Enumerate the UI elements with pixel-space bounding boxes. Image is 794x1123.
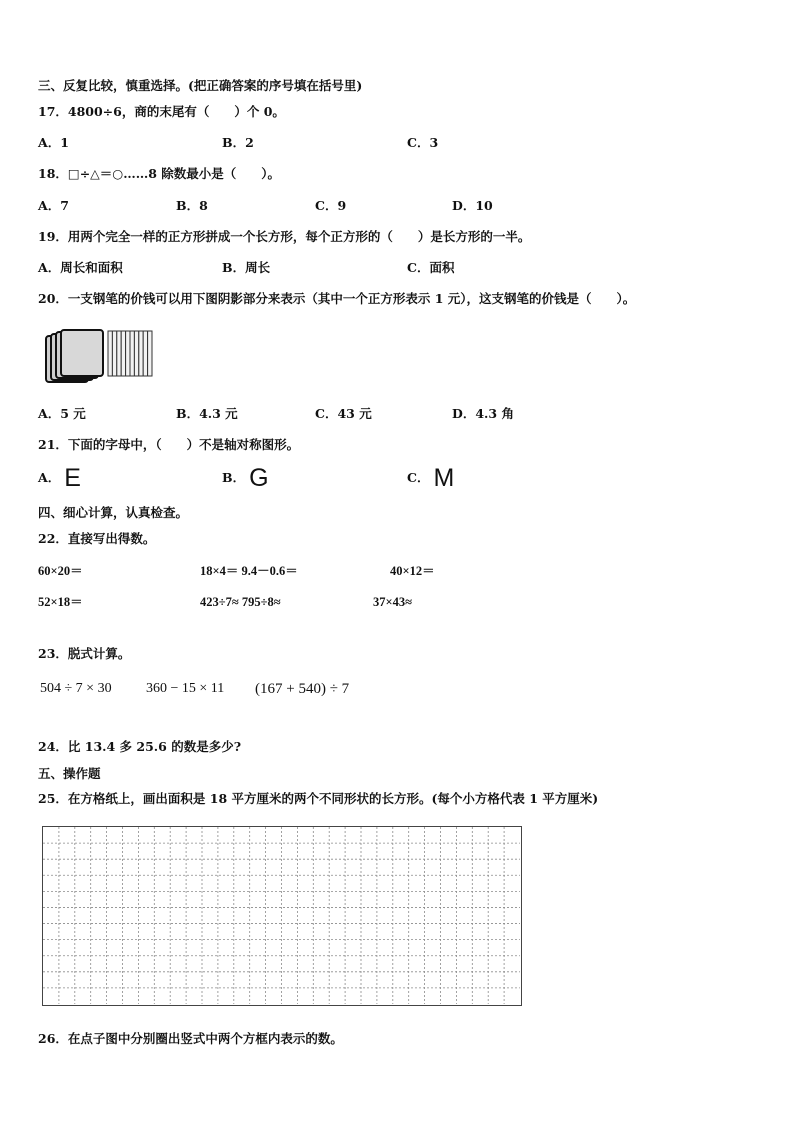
tenth-strips	[108, 331, 152, 376]
q22-row2-item2: 423÷7≈ 795÷8≈	[200, 595, 281, 609]
q20-stem: 20．一支钢笔的价钱可以用下图阴影部分来表示（其中一个正方形表示 1 元），这支钢笔的价钱是（ ）。	[38, 291, 636, 306]
q19-stem: 19．用两个完全一样的正方形拼成一个长方形，每个正方形的（ ）是长方形的一半。	[38, 229, 531, 244]
q19-option-a: A．周长和面积	[38, 260, 123, 275]
q22-row2-item1: 52×18＝	[38, 595, 83, 609]
tenth-strip	[126, 331, 130, 376]
q17-stem: 17．4800÷6，商的末尾有（ ）个 0。	[38, 104, 285, 119]
stacked-squares	[46, 330, 103, 382]
q19-option-b: B．周长	[222, 260, 271, 275]
q22-stem: 22．直接写出得数。	[38, 531, 156, 546]
q21-letter-e: E	[64, 464, 81, 492]
q21-option-c	[407, 464, 455, 492]
section-4-title: 四、细心计算，认真检查。	[38, 505, 189, 520]
tenth-strip	[130, 331, 134, 376]
tenth-strip	[121, 331, 125, 376]
q22-row1-item1: 60×20＝	[38, 564, 83, 578]
q25-grid-paper[interactable]	[42, 826, 522, 1006]
q22-row1-item2: 18×4＝ 9.4－0.6＝	[200, 564, 298, 578]
q22-row1-item3: 40×12＝	[390, 564, 435, 578]
q24-stem: 24．比 13.4 多 25.6 的数是多少?	[38, 739, 242, 754]
q22-row2-item3: 37×43≈	[373, 595, 412, 609]
q20-option-b: B．4.3 元	[176, 406, 238, 421]
q17-option-c: C．3	[407, 135, 439, 150]
q19-option-c: C．面积	[407, 260, 455, 275]
q21-option-b	[222, 464, 269, 492]
q17-option-b: B．2	[222, 135, 254, 150]
tenth-strip	[134, 331, 138, 376]
q25-stem: 25．在方格纸上，画出面积是 18 平方厘米的两个不同形状的长方形。(每个小方格代表 1 平方厘米)	[38, 791, 599, 806]
q21-option-a-label: A．	[38, 470, 61, 485]
q20-option-d: D．4.3 角	[452, 406, 514, 421]
q17-option-a: A．1	[38, 135, 69, 150]
section-3-title: 三、反复比较，慎重选择。(把正确答案的序号填在括号里)	[38, 78, 363, 93]
q23-stem: 23．脱式计算。	[38, 646, 131, 661]
q18-option-d: D．10	[452, 198, 493, 213]
tenth-strip	[143, 331, 147, 376]
q21-option-a	[38, 464, 81, 492]
q21-stem: 21．下面的字母中，（ ）不是轴对称图形。	[38, 437, 300, 452]
tenth-strip	[148, 331, 152, 376]
q18-option-a: A．7	[38, 198, 69, 213]
grid-lines	[43, 827, 520, 1004]
q18-option-c: C．9	[315, 198, 347, 213]
q20-money-figure	[42, 328, 162, 388]
q23-expr-1: 504 ÷ 7 × 30	[40, 681, 112, 696]
q20-option-a: A．5 元	[38, 406, 86, 421]
q21-letter-g: G	[249, 464, 269, 492]
q26-stem: 26．在点子图中分别圈出竖式中两个方框内表示的数。	[38, 1031, 343, 1046]
q23-expr-2: 360 − 15 × 11	[146, 681, 225, 696]
tenth-strip	[117, 331, 121, 376]
q23-expr-3: (167 + 540) ÷ 7	[255, 681, 350, 697]
q18-stem: 18．□÷△＝○……8 除数最小是（ ）。	[38, 166, 280, 181]
q21-letter-m: M	[433, 464, 455, 492]
q18-option-b: B．8	[176, 198, 208, 213]
tenth-strip	[139, 331, 143, 376]
section-5-title: 五、操作题	[38, 766, 101, 781]
q21-option-c-label: C．	[407, 470, 430, 485]
q21-option-b-label: B．	[222, 470, 246, 485]
q20-option-c: C．43 元	[315, 406, 372, 421]
tenth-strip	[108, 331, 112, 376]
tenth-strip	[112, 331, 116, 376]
